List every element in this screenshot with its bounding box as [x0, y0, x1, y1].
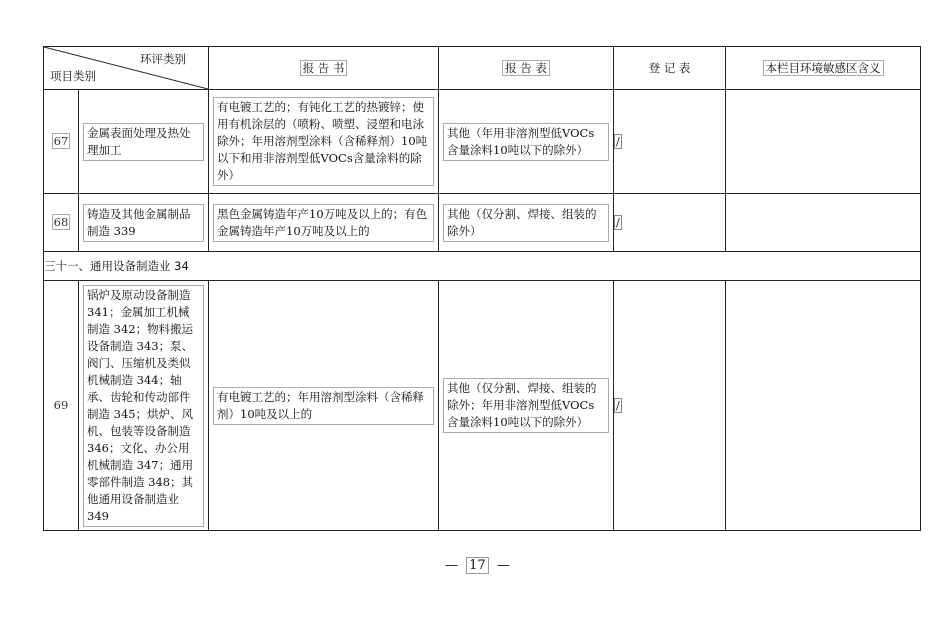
diag-top-label: 环评类别 — [140, 52, 186, 66]
classification-table — [43, 46, 921, 531]
section-row — [44, 252, 921, 281]
row-report-book: 黑色金属铸造年产10万吨及以上的；有色金属铸造年产10万吨及以上的 — [209, 194, 439, 252]
header-report-form: 报 告 表 — [439, 47, 614, 90]
row-category: 金属表面处理及热处理加工 — [79, 90, 209, 194]
row-sensitive — [726, 281, 921, 531]
row-report-book: 有电镀工艺的；有钝化工艺的热镀锌；使用有机涂层的（喷粉、喷塑、浸塑和电泳除外；年用溶剂型涂料（含稀释剂）10吨以下和用非溶剂型低VOCs含量涂料的除外） — [209, 90, 439, 194]
row-register: / — [614, 281, 726, 531]
footer-dash-right: — — [496, 558, 510, 573]
row-report-form: 其他（年用非溶剂型低VOCs含量涂料10吨以下的除外） — [439, 90, 614, 194]
table-row — [44, 194, 921, 252]
row-report-book: 有电镀工艺的；年用溶剂型涂料（含稀释剂）10吨及以上的 — [209, 281, 439, 531]
row-number: 68 — [44, 194, 79, 252]
table-row — [44, 281, 921, 531]
page-footer — [445, 558, 510, 573]
header-row — [44, 47, 921, 90]
header-report-book: 报 告 书 — [209, 47, 439, 90]
diagonal-header-cell — [44, 47, 209, 90]
row-sensitive — [726, 194, 921, 252]
section-title: 三十一、通用设备制造业 34 — [44, 252, 921, 281]
row-register: / — [614, 194, 726, 252]
row-report-form: 其他（仅分割、焊接、组装的除外） — [439, 194, 614, 252]
header-sensitive: 本栏目环境敏感区含义 — [726, 47, 921, 90]
diag-bottom-label: 项目类别 — [50, 69, 96, 83]
row-category: 锅炉及原动设备制造 341；金属加工机械制造 342；物料搬运设备制造 343；泵、阀门、压缩机及类似机械制造 344；轴承、齿轮和传动部件制造 345；烘炉、风机、包装等设备制造 346；文化、办公用机械制造 347；通用零部件制造 348；其他通用设备制造业 349 — [79, 281, 209, 531]
row-number: 69 — [44, 281, 79, 531]
row-category: 铸造及其他金属制品制造 339 — [79, 194, 209, 252]
row-report-form: 其他（仅分割、焊接、组装的除外；年用非溶剂型低VOCs含量涂料10吨以下的除外） — [439, 281, 614, 531]
page-number: 17 — [466, 557, 489, 574]
row-number: 67 — [44, 90, 79, 194]
header-register: 登 记 表 — [614, 47, 726, 90]
table-row — [44, 90, 921, 194]
row-sensitive — [726, 90, 921, 194]
footer-dash-left: — — [445, 558, 458, 573]
row-register: / — [614, 90, 726, 194]
